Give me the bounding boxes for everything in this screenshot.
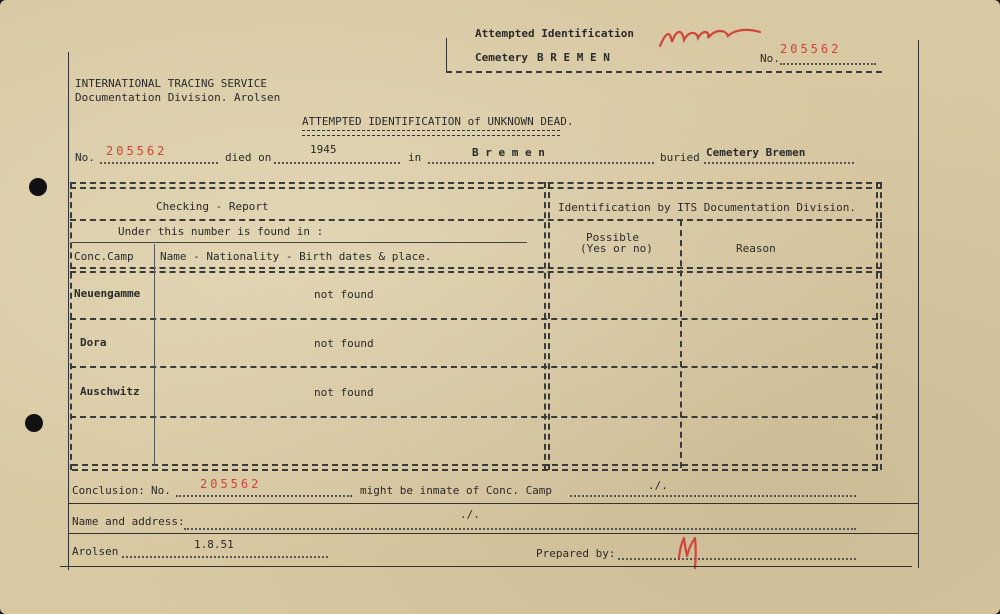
col-header-camp: Conc.Camp bbox=[74, 250, 134, 263]
table-bottom-border bbox=[72, 464, 878, 466]
place-dots bbox=[428, 162, 654, 164]
table-col-divider-main bbox=[544, 182, 546, 470]
frame-right bbox=[918, 40, 919, 568]
handwritten-initials-icon bbox=[674, 532, 704, 570]
row-2-result: not found bbox=[314, 337, 374, 350]
punch-hole-top bbox=[29, 178, 47, 196]
row-2-camp: Dora bbox=[80, 336, 107, 349]
table-row-rule-3 bbox=[70, 416, 878, 418]
row-3-camp: Auschwitz bbox=[80, 385, 140, 398]
buried-value: Cemetery Bremen bbox=[706, 146, 806, 159]
row-1-result: not found bbox=[314, 288, 374, 301]
table-row-rule-1 bbox=[70, 318, 878, 320]
stamp-cemetery-label: Cemetery bbox=[475, 51, 528, 64]
table-top-border bbox=[70, 182, 882, 184]
punch-hole-bottom bbox=[25, 414, 43, 432]
org-line-1: INTERNATIONAL TRACING SERVICE bbox=[75, 77, 268, 90]
frame-left bbox=[68, 52, 69, 570]
in-label: in bbox=[408, 151, 422, 164]
conclusion-number: 205562 bbox=[200, 477, 262, 491]
might-be-inmate: might be inmate of Conc. Camp bbox=[360, 484, 553, 497]
footer-rule-2 bbox=[68, 533, 918, 534]
conclusion-camp-dots bbox=[570, 495, 856, 497]
record-number: 205562 bbox=[106, 144, 168, 158]
row-3-result: not found bbox=[314, 386, 374, 399]
date-dots bbox=[122, 556, 328, 558]
name-address-value: ./. bbox=[460, 508, 480, 521]
signature-date: 1.8.51 bbox=[194, 538, 234, 551]
record-number-dots bbox=[100, 162, 218, 164]
table-bottom-border-2 bbox=[72, 469, 878, 471]
table-col-divider-camp bbox=[154, 244, 155, 466]
checking-report-header: Checking - Report bbox=[156, 200, 269, 213]
stamp-border-bottom bbox=[446, 71, 882, 73]
place-signature: Arolsen bbox=[72, 545, 119, 558]
row-1-camp: Neuengamme bbox=[74, 287, 141, 300]
died-dots bbox=[274, 162, 400, 164]
name-address-label: Name and address: bbox=[72, 515, 185, 528]
conclusion-label: Conclusion: bbox=[72, 484, 145, 497]
table-top-border-2 bbox=[70, 187, 882, 189]
table-col-divider-main-2 bbox=[548, 182, 550, 470]
stamp-cemetery-city: B R E M E N bbox=[537, 51, 610, 64]
name-address-dots bbox=[184, 528, 856, 530]
table-colheader-rule bbox=[70, 267, 882, 269]
record-no-label: No. bbox=[75, 151, 95, 164]
stamp-no-label: No. bbox=[760, 52, 780, 65]
footer-rule-1 bbox=[68, 503, 918, 504]
conclusion-no-label: No. bbox=[151, 484, 171, 497]
place-value: B r e m e n bbox=[472, 146, 545, 159]
under-number-subheader: Under this number is found in : bbox=[118, 225, 324, 238]
col-header-name: Name - Nationality - Birth dates & place. bbox=[160, 250, 432, 263]
buried-label: buried bbox=[660, 151, 700, 164]
card-bottom-rule bbox=[60, 566, 912, 567]
table-col-divider-reason bbox=[680, 220, 682, 468]
table-colheader-rule-2 bbox=[70, 271, 882, 273]
table-row-rule-2 bbox=[70, 366, 878, 368]
died-label: died on bbox=[225, 151, 272, 164]
handwritten-mark-icon bbox=[656, 20, 766, 52]
prepared-by-dots bbox=[618, 558, 856, 560]
identification-header: Identification by ITS Documentation Division. bbox=[558, 201, 857, 214]
prepared-by-label: Prepared by: bbox=[536, 547, 616, 560]
buried-dots bbox=[704, 162, 854, 164]
col-header-reason: Reason bbox=[736, 242, 776, 255]
table-col-left-edge bbox=[70, 182, 72, 470]
table-col-right-edge-2 bbox=[880, 182, 882, 470]
conclusion-number-dots bbox=[176, 495, 352, 497]
table-subheader-rule bbox=[72, 242, 527, 243]
org-line-2: Documentation Division. Arolsen bbox=[75, 91, 281, 104]
stamp-number: 205562 bbox=[780, 42, 842, 56]
table-header-rule bbox=[70, 219, 882, 221]
form-title: ATTEMPTED IDENTIFICATION of UNKNOWN DEAD. bbox=[302, 115, 574, 128]
stamp-title: Attempted Identification bbox=[475, 27, 634, 40]
table-col-right-edge bbox=[876, 182, 878, 470]
form-title-underline bbox=[302, 130, 560, 136]
col-header-possible: Possible bbox=[586, 231, 639, 244]
stamp-number-dots bbox=[780, 63, 876, 65]
conclusion-camp-value: ./. bbox=[648, 479, 668, 492]
col-header-possible-sub: (Yes or no) bbox=[580, 242, 653, 255]
died-year: 1945 bbox=[310, 143, 337, 156]
stamp-border-left bbox=[446, 38, 447, 72]
